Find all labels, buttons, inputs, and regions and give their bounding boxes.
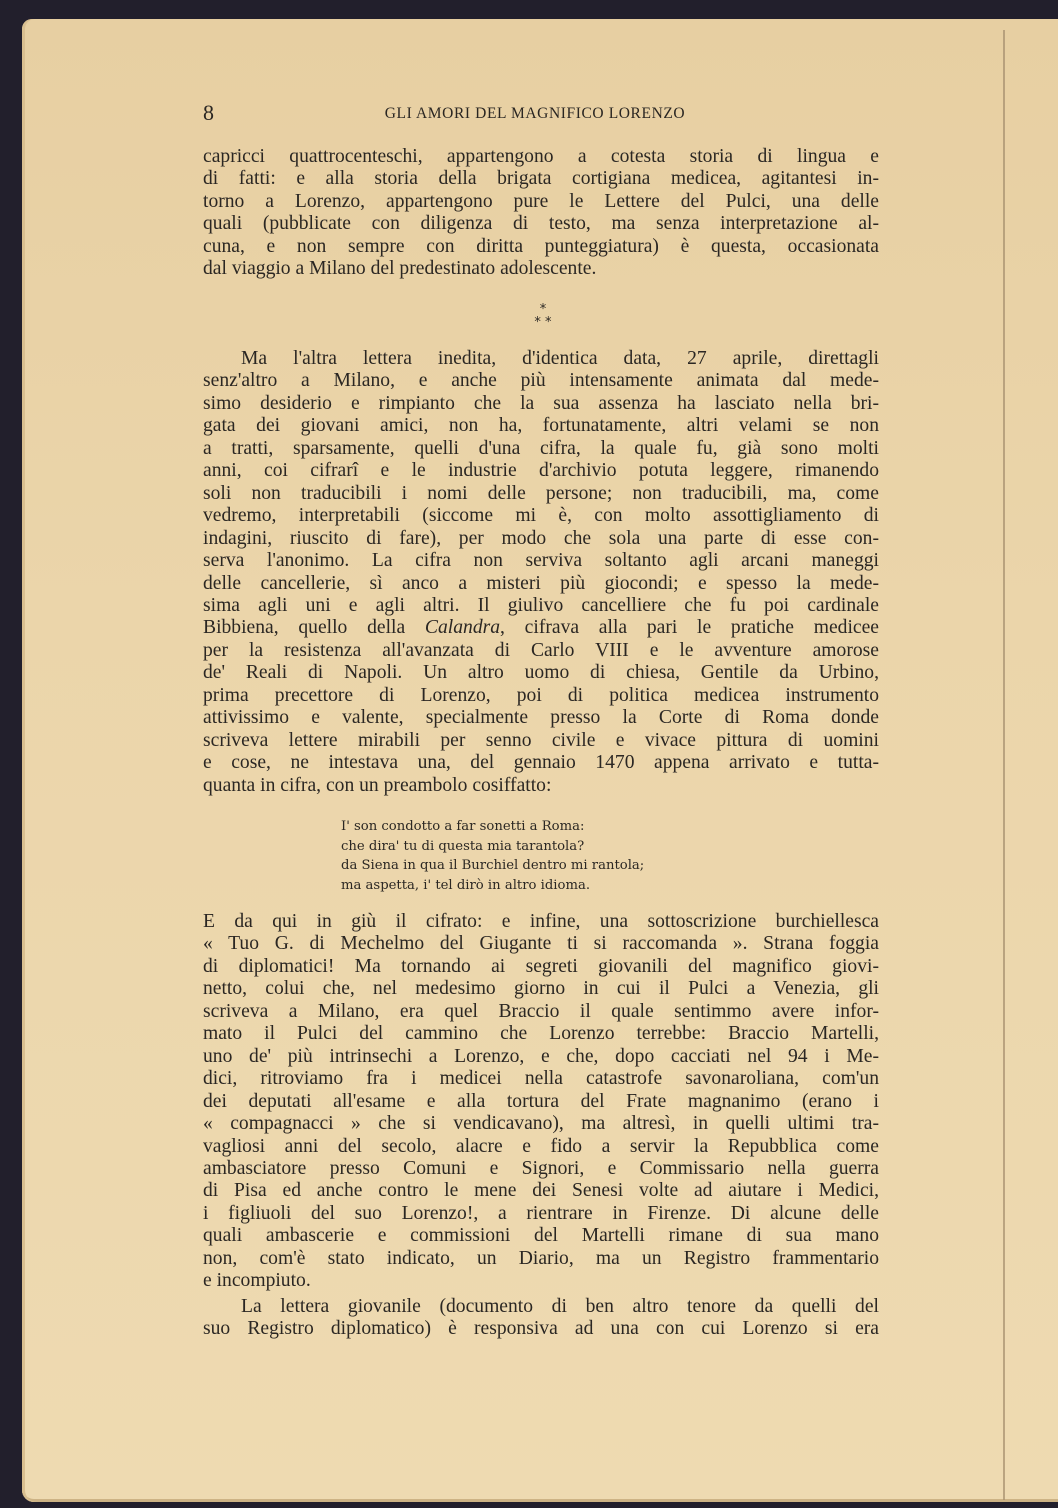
text-line: indagini, riuscito di fare), per modo che sola una parte di esse con- — [203, 527, 879, 549]
text-line: i figliuoli del suo Lorenzo!, a rientrare in Firenze. Di alcune delle — [203, 1202, 879, 1224]
text-line: dici, ritroviamo fra i medicei nella catastrofe savonaroliana, com'un — [203, 1068, 879, 1090]
text-line: scriveva a Milano, era quel Braccio il quale sentimmo avere infor- — [203, 1000, 879, 1022]
verse-quotation — [341, 817, 861, 895]
running-head: GLI AMORI DEL MAGNIFICO LORENZO — [384, 105, 686, 122]
text-line: quali ambascerie e commissioni del Martelli rimane di sua mano — [203, 1225, 879, 1247]
text-line: de' Reali di Napoli. Un altro uomo di chiesa, Gentile da Urbino, — [203, 662, 879, 684]
verse-line: che dira' tu di questa mia tarantola? — [341, 838, 585, 854]
text-line: Ma l'altra lettera inedita, d'identica data, 27 aprile, direttagli — [241, 348, 879, 369]
page-fold-line — [1003, 30, 1005, 1500]
asterism-top: * — [539, 302, 547, 317]
paragraph-2 — [203, 348, 879, 797]
text-fragment: , cifrava alla pari le pratiche medicee — [500, 617, 880, 639]
text-line: a tratti, sparsamente, quelli d'una cifra, la quale fu, già sono molti — [203, 437, 879, 459]
text-line: e incompiuto. — [203, 1270, 311, 1292]
text-line: attivissimo e valente, specialmente presso la Corte di Roma donde — [203, 707, 879, 729]
text-line: e cose, ne intestava una, del gennaio 1470 appena arrivato e tutta- — [203, 752, 879, 774]
text-line: netto, colui che, nel medesimo giorno in cui il Pulci a Venezia, gli — [203, 978, 879, 1000]
paragraph-4 — [203, 1296, 879, 1341]
text-line: mato il Pulci del cammino che Lorenzo terrebbe: Braccio Martelli, — [203, 1023, 879, 1045]
text-line: dal viaggio a Milano del predestinato adolescente. — [203, 258, 597, 280]
text-line: ambasciatore presso Comuni e Signori, e Commissario nella guerra — [203, 1157, 879, 1179]
text-line — [203, 617, 879, 639]
text-line: suo Registro diplomatico) è responsiva ad una con cui Lorenzo si era — [203, 1318, 879, 1340]
text-line: di Pisa ed anche contro le mene dei Senesi volte ad aiutare i Medici, — [203, 1180, 879, 1202]
text-line: E da qui in giù il cifrato: e infine, una sottoscrizione burchiellesca — [203, 911, 879, 932]
text-line: senz'altro a Milano, e anche più intensamente animata dal mede- — [203, 370, 879, 392]
text-line: di fatti: e alla storia della brigata cortigiana medicea, agitantesi in- — [203, 168, 879, 190]
text-line: torno a Lorenzo, appartengono pure le Lettere del Pulci, una delle — [203, 190, 879, 212]
verse-line: da Siena in qua il Burchiel dentro mi rantola; — [341, 858, 645, 873]
text-line: sima agli uni e agli altri. Il giulivo cancelliere che fu poi cardinale — [203, 594, 879, 616]
text-line: vedremo, interpretabili (siccome mi è, con molto assottigliamento di — [203, 505, 879, 527]
text-line: « Tuo G. di Mechelmo del Giugante ti si raccomanda ». Strana foggia — [203, 933, 879, 955]
text-line: « compagnacci » che si vendicavano), ma altresì, in quelli ultimi tra- — [203, 1113, 879, 1135]
text-line: anni, coi cifrarî e le industrie d'archivio potuta leggere, rimanendo — [203, 460, 879, 482]
asterism — [513, 303, 573, 329]
paragraph-3 — [203, 911, 879, 1293]
text-line: di diplomatici! Ma tornando ai segreti giovanili del magnifico giovi- — [203, 955, 879, 977]
text-line: cuna, e non sempre con diritta punteggiatura) è questa, occasionata — [203, 235, 879, 257]
text-line: quanta in cifra, con un preambolo cosiffatto: — [203, 774, 552, 796]
text-line: non, com'è stato indicato, un Diario, ma un Registro frammentario — [203, 1247, 879, 1269]
text-line: gata dei giovani amici, non ha, fortunatamente, altri velami se non — [203, 415, 879, 437]
text-line: vagliosi anni del secolo, alacre e fido a servir la Repubblica come — [203, 1135, 879, 1157]
paragraph-1 — [203, 146, 879, 281]
text-line: dei deputati all'esame e alla tortura del Frate magnanimo (erano i — [203, 1090, 879, 1112]
text-line: scriveva lettere mirabili per senno civile e vivace pittura di uomini — [203, 729, 879, 751]
text-line: soli non traducibili i nomi delle persone; non traducibili, ma, come — [203, 482, 879, 504]
text-line: serva l'anonimo. La cifra non serviva soltanto agli arcani maneggi — [203, 550, 879, 572]
page-number: 8 — [203, 100, 214, 125]
text-line: capricci quattrocenteschi, appartengono a cotesta storia di lingua e — [203, 146, 879, 167]
text-line: uno de' più intrinsechi a Lorenzo, e che, dopo cacciati nel 94 i Me- — [203, 1045, 879, 1067]
text-line: delle cancellerie, sì anco a misteri più giocondi; e spesso la mede- — [203, 572, 879, 594]
text-line: per la resistenza all'avanzata di Carlo VIII e le avventure amorose — [203, 639, 879, 661]
text-line: quali (pubblicate con diligenza di testo, ma senza interpretazione al- — [203, 213, 879, 235]
verse-line: I' son condotto a far sonetti a Roma: — [341, 819, 585, 834]
text-line: La lettera giovanile (documento di ben altro tenore da quelli del — [241, 1296, 879, 1317]
text-line: prima precettore di Lorenzo, poi di politica medicea instrumento — [203, 684, 879, 706]
text-line: simo desiderio e rimpianto che la sua assenza ha lasciato nella bri- — [203, 392, 879, 414]
verse-line: ma aspetta, i' tel dirò in altro idioma. — [341, 877, 591, 893]
text-fragment: Bibbiena, quello della — [203, 617, 425, 639]
italic-title: Calandra — [424, 617, 501, 639]
asterism-bottom: * * — [534, 315, 552, 330]
